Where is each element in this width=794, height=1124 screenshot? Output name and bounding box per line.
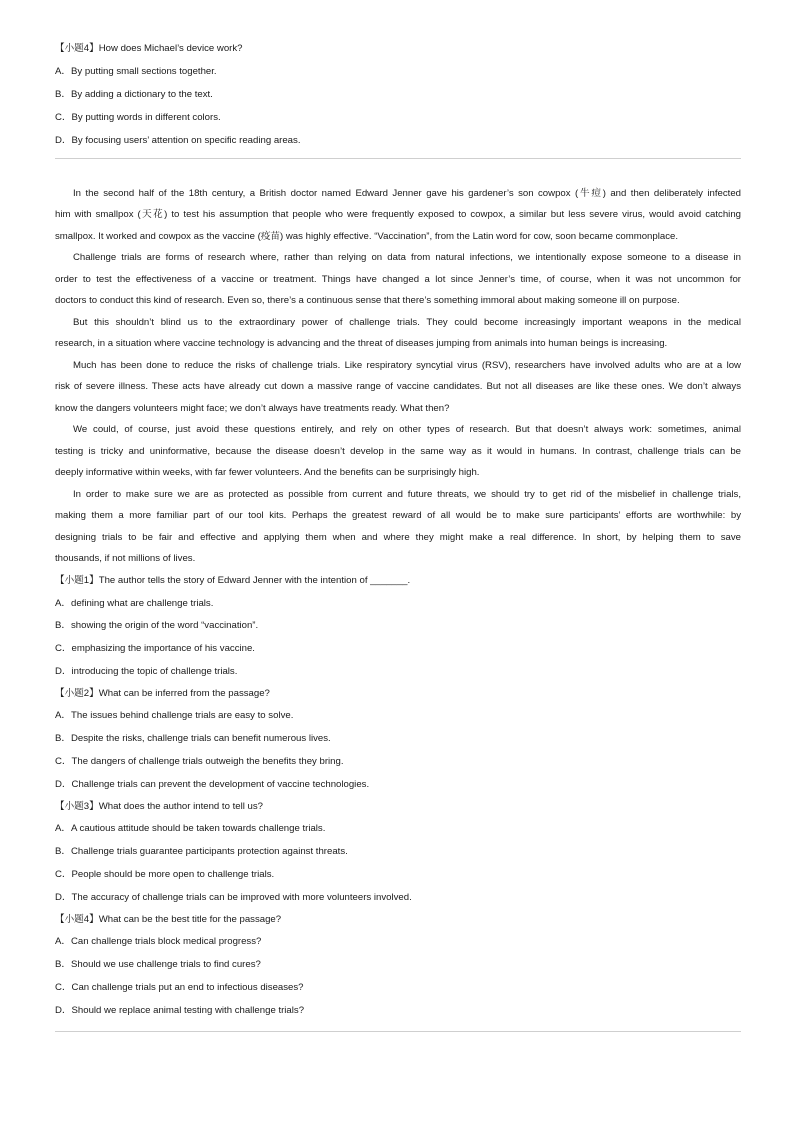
passage-line: him with smallpox (天花) to test his assumption that people who were frequently exposed to cowpox, a similar but less severe virus, would avoid catching [55, 209, 741, 220]
answer-option: B．Despite the risks, challenge trials can benefit numerous lives. [55, 733, 331, 744]
passage-line: deeply informative within weeks, with far fewer volunteers. And the benefits can be surprisingly high. [55, 467, 480, 478]
passage-line: designing trials to be fair and effective and applying them when and where they might make a real difference. In short, by helping them to save [55, 532, 741, 543]
section-divider [55, 1031, 741, 1032]
answer-option: C．Can challenge trials put an end to infectious diseases? [55, 982, 304, 993]
answer-option: A．The issues behind challenge trials are easy to solve. [55, 710, 294, 721]
answer-option: A．Can challenge trials block medical progress? [55, 936, 262, 947]
passage-line: thousands, if not millions of lives. [55, 553, 196, 564]
answer-option: D．Should we replace animal testing with challenge trials? [55, 1005, 305, 1016]
question-stem: 【小题4】How does Michael’s device work? [55, 43, 243, 54]
section-divider [55, 158, 741, 159]
question-stem: 【小题1】The author tells the story of Edward Jenner with the intention of _______. [55, 575, 411, 586]
answer-option: D．introducing the topic of challenge trials. [55, 666, 238, 677]
answer-option: A．defining what are challenge trials. [55, 598, 214, 609]
passage-line: order to test the effectiveness of a vaccine or treatment. Things have changed a lot since Jenner’s time, of course, when it was not uncommon for [55, 274, 741, 285]
passage-line: In order to make sure we are as protected as possible from current and future threats, we should try to get rid of the misbelief in challenge trials, [73, 489, 741, 500]
answer-option: C．People should be more open to challenge trials. [55, 869, 275, 880]
passage-line: know the dangers volunteers might face; we don’t always have treatments ready. What then? [55, 403, 450, 414]
passage-line: But this shouldn’t blind us to the extraordinary power of challenge trials. They could become increasingly important weapons in the medical [73, 317, 741, 328]
answer-option: C．emphasizing the importance of his vaccine. [55, 643, 255, 654]
passage-line: We could, of course, just avoid these questions entirely, and rely on other types of research. But that doesn’t always work: sometimes, animal [73, 424, 741, 435]
question-stem: 【小题4】What can be the best title for the passage? [55, 914, 282, 925]
passage-line: Challenge trials are forms of research where, rather than relying on data from natural infections, we intentionally expose someone to a disease in [73, 252, 741, 263]
passage-line: making them a more familiar part of our tool kits. Perhaps the greatest reward of all would be to make sure participants’ efforts are worthwhile: by [55, 510, 741, 521]
passage-line: In the second half of the 18th century, a British doctor named Edward Jenner gave his gardener’s son cowpox (牛痘) and then deliberately infected [73, 188, 741, 199]
question-stem: 【小题3】What does the author intend to tell us? [55, 801, 263, 812]
answer-option: C．By putting words in different colors. [55, 112, 221, 123]
answer-option: B．showing the origin of the word “vaccination”. [55, 620, 259, 631]
answer-option: A．A cautious attitude should be taken towards challenge trials. [55, 823, 326, 834]
answer-option: D．Challenge trials can prevent the development of vaccine technologies. [55, 779, 370, 790]
passage-line: smallpox. It worked and cowpox as the vaccine (疫苗) was highly effective. “Vaccination”, from the Latin word for cow, soon became commonplace. [55, 231, 678, 242]
answer-option: B．By adding a dictionary to the text. [55, 89, 213, 100]
passage-line: research, in a situation where vaccine technology is advancing and the threat of diseases jumping from animals into human beings is increasing. [55, 338, 668, 349]
answer-option: C．The dangers of challenge trials outweigh the benefits they bring. [55, 756, 344, 767]
answer-option: B．Challenge trials guarantee participants protection against threats. [55, 846, 348, 857]
answer-option: D．The accuracy of challenge trials can be improved with more volunteers involved. [55, 892, 412, 903]
answer-option: B．Should we use challenge trials to find cures? [55, 959, 261, 970]
passage-line: testing is tricky and uninformative, because the disease doesn’t develop in the same way as it would in humans. In contrast, challenge trials can be [55, 446, 741, 457]
question-stem: 【小题2】What can be inferred from the passage? [55, 688, 270, 699]
answer-option: D．By focusing users’ attention on specific reading areas. [55, 135, 301, 146]
passage-line: risk of severe illness. These acts have already cut down a massive range of vaccine candidates. But not all diseases are like these ones. We don’t always [55, 381, 741, 392]
answer-option: A．By putting small sections together. [55, 66, 217, 77]
passage-line: Much has been done to reduce the risks of challenge trials. Like respiratory syncytial virus (RSV), researchers have involved adults who are at a low [73, 360, 741, 371]
passage-line: doctors to conduct this kind of research. Even so, there’s a continuous sense that there’s something immoral about making someone ill on purpose. [55, 295, 680, 306]
